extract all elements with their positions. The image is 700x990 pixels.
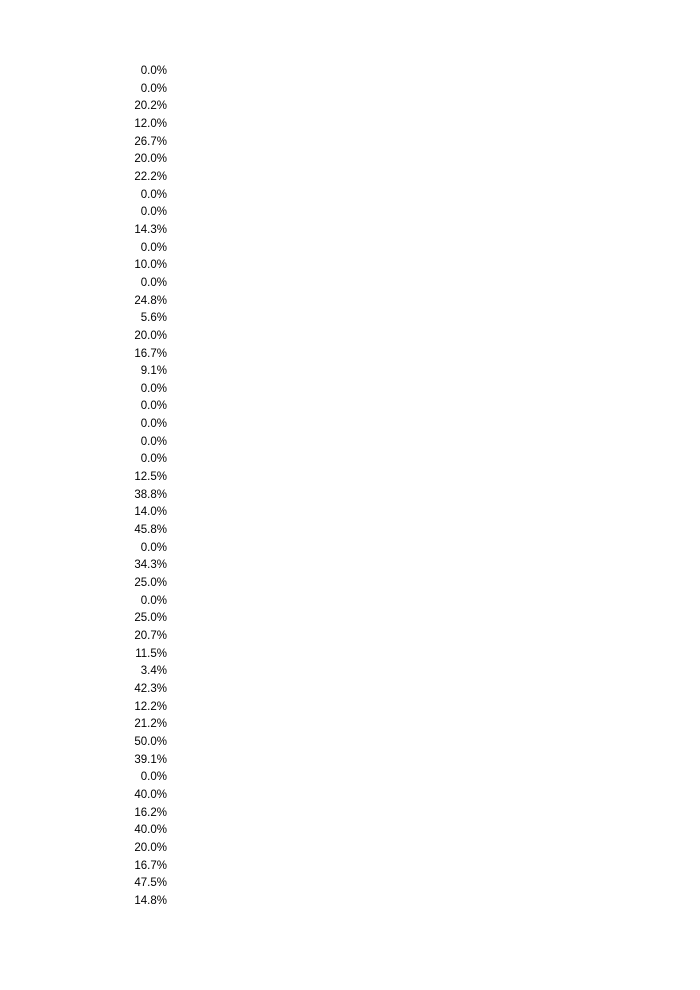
percentage-cell: 0.0% [140, 594, 167, 607]
percentage-cell: 12.2% [134, 700, 167, 713]
percentage-cell: 42.3% [134, 682, 167, 695]
percentage-cell: 22.2% [134, 170, 167, 183]
percentage-cell: 38.8% [134, 488, 167, 501]
percentage-cell: 0.0% [140, 400, 167, 413]
percentage-cell: 40.0% [134, 824, 167, 837]
percentage-cell: 3.4% [140, 665, 167, 678]
percentage-cell: 20.0% [134, 329, 167, 342]
percentage-cell: 14.0% [134, 506, 167, 519]
percentage-cell: 12.5% [134, 471, 167, 484]
percentage-column [100, 63, 167, 911]
percentage-cell: 20.0% [134, 153, 167, 166]
percentage-cell: 0.0% [140, 82, 167, 95]
percentage-cell: 45.8% [134, 524, 167, 537]
percentage-cell: 16.7% [134, 347, 167, 360]
percentage-cell: 20.2% [134, 100, 167, 113]
percentage-cell: 26.7% [134, 135, 167, 148]
percentage-cell: 0.0% [140, 541, 167, 554]
percentage-cell: 5.6% [140, 312, 167, 325]
percentage-cell: 10.0% [134, 259, 167, 272]
percentage-cell: 0.0% [140, 65, 167, 77]
percentage-cell: 0.0% [140, 382, 167, 395]
percentage-cell: 20.0% [134, 841, 167, 854]
percentage-cell: 25.0% [134, 612, 167, 625]
percentage-cell: 0.0% [140, 276, 167, 289]
percentage-cell: 25.0% [134, 577, 167, 590]
percentage-cell: 14.8% [134, 894, 167, 907]
percentage-cell: 16.7% [134, 859, 167, 872]
percentage-cell: 20.7% [134, 630, 167, 642]
percentage-cell: 0.0% [140, 435, 167, 448]
percentage-cell: 40.0% [134, 788, 167, 801]
percentage-cell: 0.0% [140, 206, 167, 219]
percentage-cell: 16.2% [134, 806, 167, 819]
percentage-cell: 21.2% [134, 718, 167, 731]
percentage-cell: 0.0% [140, 453, 167, 466]
percentage-cell: 39.1% [134, 753, 167, 766]
percentage-cell: 14.3% [134, 223, 167, 236]
percentage-cell: 50.0% [134, 735, 167, 748]
percentage-cell: 9.1% [140, 365, 167, 378]
percentage-cell: 12.0% [134, 117, 167, 130]
percentage-cell: 11.5% [135, 647, 167, 660]
percentage-cell: 24.8% [134, 294, 167, 307]
percentage-cell: 0.0% [140, 418, 167, 431]
percentage-cell: 47.5% [134, 877, 167, 890]
percentage-cell: 0.0% [140, 188, 167, 201]
percentage-cell: 34.3% [134, 559, 167, 572]
percentage-cell: 0.0% [140, 771, 167, 784]
percentage-cell: 0.0% [140, 241, 167, 254]
